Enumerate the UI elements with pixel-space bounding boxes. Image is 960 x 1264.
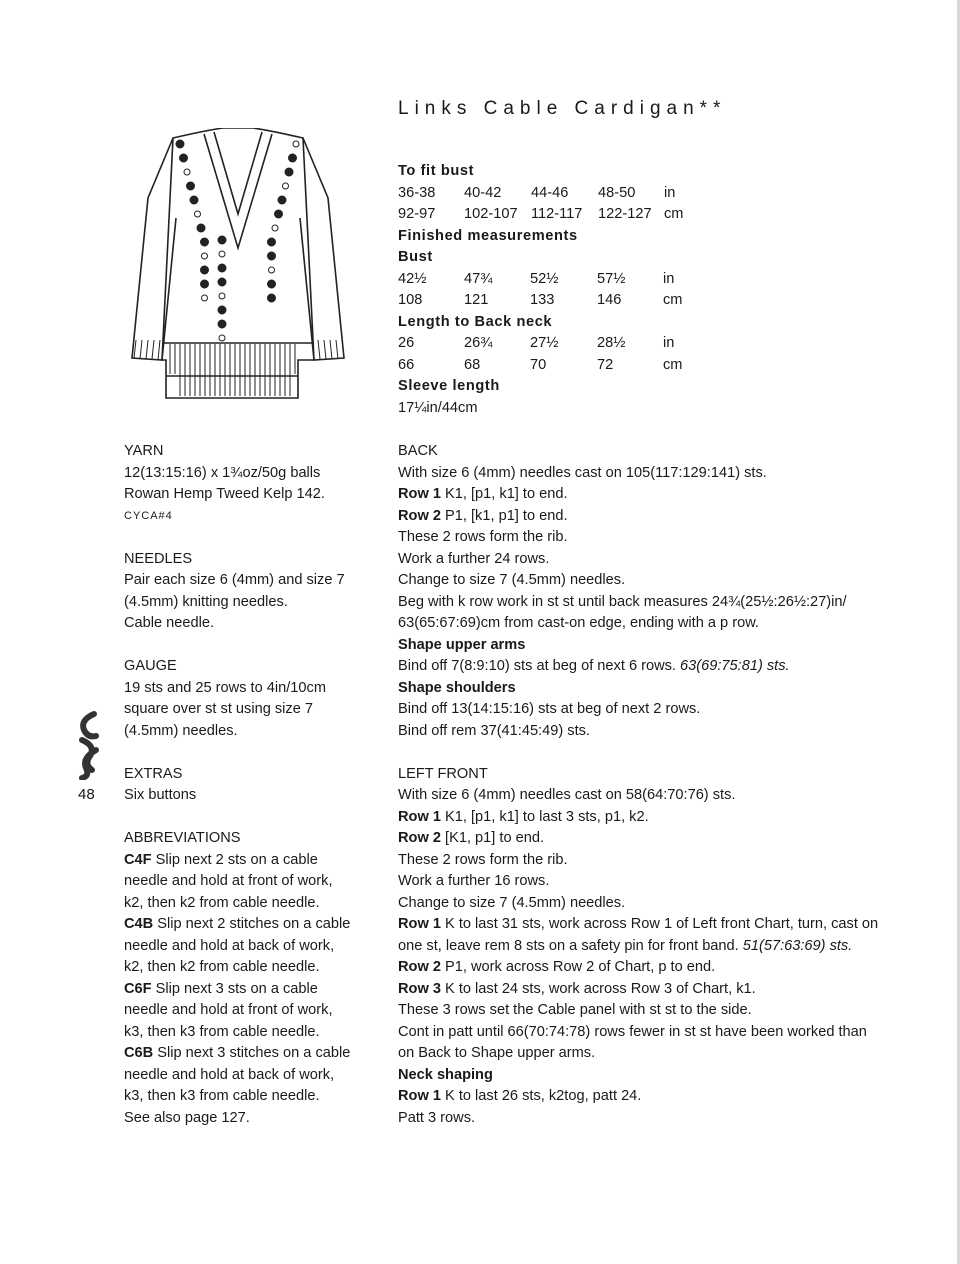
abbr-key: C4B [124,916,154,932]
abbr-text: needle and hold at back of work, [124,937,335,954]
back-heading: BACK [398,443,438,459]
abbr-text: Slip next 2 sts on a cable [151,851,318,868]
finished-measurements-heading: Finished measurements [398,227,578,244]
abbr-text: needle and hold at front of work, [124,873,333,889]
left-front-heading: LEFT FRONT [398,765,488,782]
instruction-line [398,1086,938,1108]
instruction-line [398,484,938,506]
instruction-text: one st, leave rem 8 sts on a safety pin for front band. [398,937,743,954]
instruction-text: Bind off 7(8:9:10) sts at beg of next 6 rows. [398,658,681,674]
abbr-c4f [124,850,374,872]
cell: 66 [398,356,415,373]
row-label: Row 1 [398,916,441,932]
row-label: Row 1 [398,808,441,825]
needles-line: Pair each size 6 (4mm) and size 7 [124,572,345,588]
instruction-line [398,656,938,678]
instruction-line: With size 6 (4mm) needles cast on 105(117:129:141) sts. [398,464,767,481]
instruction-line: These 3 rows set the Cable panel with st st to the side. [398,1002,752,1018]
sleeve-value: 17¼in/44cm [398,399,478,416]
cell: 40-42 [464,184,502,201]
shape-shoulders-heading: Shape shoulders [398,679,516,696]
bust-cm-row [398,290,683,312]
instruction-line [398,807,938,829]
gauge-line: (4.5mm) needles. [124,722,238,739]
instruction-line [398,936,938,958]
instruction-line: on Back to Shape upper arms. [398,1045,596,1061]
cell: 44-46 [531,184,569,201]
unit: in [663,335,675,351]
neck-shaping-heading: Neck shaping [398,1066,493,1083]
cell: 146 [597,292,622,308]
cell: 72 [597,356,614,373]
page-number: 48 [78,786,95,803]
abbr-text: k2, then k2 from cable needle. [124,959,320,975]
cell: 102-107 [464,206,518,222]
cell: 52½ [530,270,559,287]
instruction-line: With size 6 (4mm) needles cast on 58(64:70:76) sts. [398,787,736,803]
abbr-text: Slip next 2 stitches on a cable [153,916,351,932]
instruction-line: 63(65:67:69)cm from cast-on edge, ending with a p row. [398,615,759,631]
abbr-c4b [124,914,374,936]
cardigan-illustration [118,128,358,413]
row-label: Row 3 [398,980,441,997]
bust-in-row [398,269,683,291]
extras-heading: EXTRAS [124,765,183,782]
gauge-line: 19 sts and 25 rows to 4in/10cm [124,679,326,696]
sleeve-heading: Sleeve length [398,378,500,394]
abbr-text: Slip next 3 stitches on a cable [153,1045,351,1061]
abbr-c6f [124,979,374,1001]
cell: 26 [398,335,415,351]
bust-heading: Bust [398,249,433,265]
fit-bust-cm-row [398,204,683,226]
stitch-count: 51(57:63:69) sts. [742,937,853,954]
row-text: K1, [p1, k1] to last 3 sts, p1, k2. [440,808,649,825]
unit: cm [663,356,683,373]
row-label: Row 1 [398,486,441,502]
row-text: P1, work across Row 2 of Chart, p to end. [440,959,716,975]
cell: 92-97 [398,206,436,222]
instruction-line: These 2 rows form the rib. [398,529,568,545]
instruction-line: Beg with k row work in st st until back measures 24¾(25½:26½:27)in/ [398,593,847,610]
yarn-heading: YARN [124,443,164,459]
fit-bust-in-row [398,183,683,205]
measurements-block [398,161,683,419]
yarn-line: 12(13:15:16) x 1¾oz/50g balls [124,464,321,481]
instruction-line: Cont in patt until 66(70:74:78) rows fewer in st st have been worked than [398,1023,867,1040]
unit: cm [663,292,683,308]
length-heading: Length to Back neck [398,313,553,330]
row-text: K to last 31 sts, work across Row 1 of Left front Chart, turn, cast on [440,916,879,932]
instruction-line: Work a further 24 rows. [398,550,550,567]
cell: 57½ [597,270,626,287]
extras-line: Six buttons [124,787,197,803]
abbr-text: k3, then k3 from cable needle. [124,1023,320,1040]
yarn-line: Rowan Hemp Tweed Kelp 142. [124,486,325,502]
abbr-c6b [124,1043,374,1065]
abbr-text: k2, then k2 from cable needle. [124,894,320,911]
length-cm-row [398,355,683,377]
row-text: P1, [k1, p1] to end. [440,507,568,524]
materials-column [124,441,374,1129]
gauge-line: square over st st using size 7 [124,701,313,717]
see-also-line: See also page 127. [124,1109,250,1126]
cell: 26¾ [464,335,493,351]
length-in-row [398,333,683,355]
row-label: Row 2 [398,507,441,524]
row-label: Row 1 [398,1088,441,1104]
instruction-line [398,979,938,1001]
abbr-key: C4F [124,851,152,868]
row-label: Row 2 [398,959,441,975]
needles-line: Cable needle. [124,615,215,631]
row-label: Row 2 [398,830,441,846]
cable-chain-icon [74,710,104,785]
row-text: K to last 26 sts, k2tog, patt 24. [440,1088,642,1104]
instruction-line: These 2 rows form the rib. [398,851,568,868]
cell: 70 [530,356,547,373]
unit: in [664,184,676,201]
instructions-column [398,441,938,1129]
cell: 48-50 [598,184,636,201]
row-text: K to last 24 sts, work across Row 3 of Chart, k1. [440,980,756,997]
cell: 68 [464,356,481,373]
cell: 108 [398,292,423,308]
cell: 133 [530,292,555,308]
needles-heading: NEEDLES [124,550,193,567]
cell: 28½ [597,335,626,351]
cell: 27½ [530,335,559,351]
cell: 36-38 [398,184,436,201]
instruction-line: Bind off 13(14:15:16) sts at beg of next 2 rows. [398,701,701,717]
instruction-line: Bind off rem 37(41:45:49) sts. [398,722,590,739]
yarn-weight: CYCA#4 [124,509,173,522]
cell: 112-117 [531,206,583,222]
cell: 47¾ [464,270,493,287]
page-title: Links Cable Cardigan** [398,98,727,119]
row-text: [K1, p1] to end. [440,830,545,846]
instruction-line: Patt 3 rows. [398,1109,476,1126]
abbr-text: needle and hold at back of work, [124,1066,335,1083]
abbr-key: C6B [124,1045,154,1061]
row-text: K1, [p1, k1] to end. [440,486,568,502]
cell: 42½ [398,270,427,287]
stitch-count: 63(69:75:81) sts. [680,658,790,674]
fit-bust-heading: To fit bust [398,163,475,179]
instruction-line: Work a further 16 rows. [398,873,550,889]
unit: cm [664,206,684,222]
unit: in [663,270,675,287]
gauge-heading: GAUGE [124,658,177,674]
abbr-text: needle and hold at front of work, [124,1002,333,1018]
shape-upper-arms-heading: Shape upper arms [398,636,526,653]
abbr-text: k3, then k3 from cable needle. [124,1088,320,1104]
cell: 122-127 [598,206,652,222]
instruction-line [398,914,938,936]
instruction-line: Change to size 7 (4.5mm) needles. [398,894,626,911]
needles-line: (4.5mm) knitting needles. [124,593,288,610]
abbreviations-heading: ABBREVIATIONS [124,830,241,846]
cell: 121 [464,292,489,308]
abbr-text: Slip next 3 sts on a cable [151,980,318,997]
abbr-key: C6F [124,980,152,997]
instruction-line [398,828,938,850]
instruction-line [398,957,938,979]
instruction-line [398,506,938,528]
instruction-line: Change to size 7 (4.5mm) needles. [398,572,626,588]
